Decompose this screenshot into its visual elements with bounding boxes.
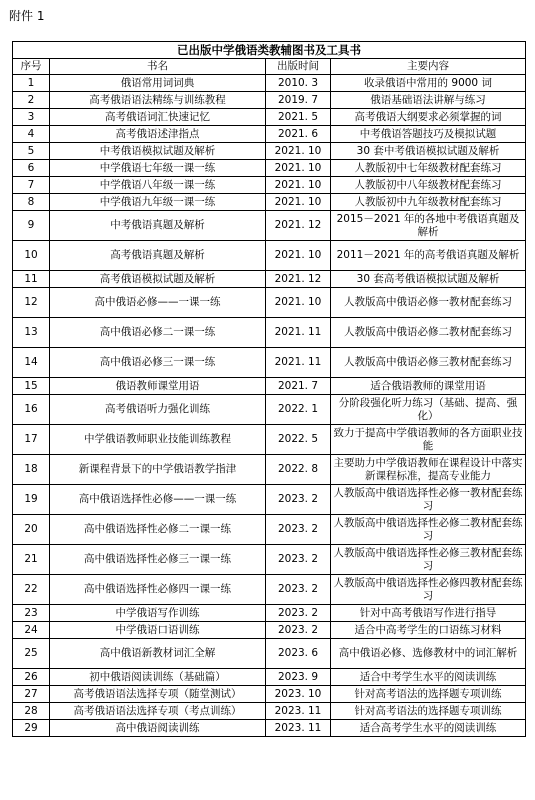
publish-date: 2022. 5 [266, 425, 331, 455]
table-row [13, 669, 526, 686]
main-content: 2015－2021 年的各地中考俄语真题及解析 [331, 211, 526, 241]
table-row [13, 485, 526, 515]
table-row [13, 639, 526, 669]
main-content: 适合俄语教师的课堂用语 [331, 378, 526, 395]
table-row [13, 126, 526, 143]
book-name: 高中俄语选择性必修四一课一练 [50, 575, 266, 605]
attachment-label: 附件 1 [9, 9, 45, 23]
publish-date: 2021. 12 [266, 271, 331, 288]
main-content: 2011－2021 年的高考俄语真题及解析 [331, 241, 526, 271]
publish-date: 2023. 2 [266, 485, 331, 515]
table-row [13, 194, 526, 211]
main-content: 中考俄语答题技巧及模拟试题 [331, 126, 526, 143]
main-content: 30 套高考俄语模拟试题及解析 [331, 271, 526, 288]
main-content: 适合高考学生水平的阅读训练 [331, 720, 526, 737]
main-content: 致力于提高中学俄语教师的各方面职业技能 [331, 425, 526, 455]
row-number: 2 [13, 92, 50, 109]
main-content: 人教版初中七年级教材配套练习 [331, 160, 526, 177]
table-row [13, 271, 526, 288]
book-name: 中学俄语教师职业技能训练教程 [50, 425, 266, 455]
publish-date: 2021. 10 [266, 288, 331, 318]
table-row [13, 177, 526, 194]
table-row [13, 455, 526, 485]
publish-date: 2022. 1 [266, 395, 331, 425]
main-content: 针对高考语法的选择题专项训练 [331, 686, 526, 703]
book-name: 高中俄语阅读训练 [50, 720, 266, 737]
row-number: 8 [13, 194, 50, 211]
table-row [13, 703, 526, 720]
book-name: 高考俄语真题及解析 [50, 241, 266, 271]
book-name: 新课程背景下的中学俄语教学指津 [50, 455, 266, 485]
publish-date: 2021. 7 [266, 378, 331, 395]
table-row [13, 75, 526, 92]
main-content: 针对中高考俄语写作进行指导 [331, 605, 526, 622]
header-no: 序号 [13, 59, 50, 75]
main-content: 俄语基础语法讲解与练习 [331, 92, 526, 109]
row-number: 5 [13, 143, 50, 160]
publish-date: 2021. 11 [266, 318, 331, 348]
publish-date: 2023. 11 [266, 720, 331, 737]
book-name: 中学俄语七年级一课一练 [50, 160, 266, 177]
table-row [13, 160, 526, 177]
main-content: 收录俄语中常用的 9000 词 [331, 75, 526, 92]
book-name: 俄语教师课堂用语 [50, 378, 266, 395]
header-name: 书名 [50, 59, 266, 75]
main-content: 主要助力中学俄语教师在课程设计中落实新课程标准，提高专业能力 [331, 455, 526, 485]
publish-date: 2021. 5 [266, 109, 331, 126]
main-content: 高中俄语必修、选修教材中的词汇解析 [331, 639, 526, 669]
book-name: 高中俄语必修二一课一练 [50, 318, 266, 348]
main-content: 人教版高中俄语必修三教材配套练习 [331, 348, 526, 378]
header-desc: 主要内容 [331, 59, 526, 75]
row-number: 24 [13, 622, 50, 639]
book-name: 高考俄语语法精练与训练教程 [50, 92, 266, 109]
row-number: 9 [13, 211, 50, 241]
main-content: 针对高考语法的选择题专项训练 [331, 703, 526, 720]
book-name: 高中俄语选择性必修——一课一练 [50, 485, 266, 515]
book-name: 中考俄语模拟试题及解析 [50, 143, 266, 160]
book-name: 高考俄语听力强化训练 [50, 395, 266, 425]
publish-date: 2019. 7 [266, 92, 331, 109]
book-name: 初中俄语阅读训练（基础篇） [50, 669, 266, 686]
main-content: 人教版高中俄语必修一教材配套练习 [331, 288, 526, 318]
book-name: 高中俄语新教材词汇全解 [50, 639, 266, 669]
row-number: 10 [13, 241, 50, 271]
publish-date: 2021. 11 [266, 348, 331, 378]
table-row [13, 378, 526, 395]
main-content: 适合中考学生水平的阅读训练 [331, 669, 526, 686]
table-row [13, 686, 526, 703]
publish-date: 2023. 2 [266, 515, 331, 545]
publish-date: 2021. 10 [266, 177, 331, 194]
row-number: 25 [13, 639, 50, 669]
row-number: 6 [13, 160, 50, 177]
row-number: 13 [13, 318, 50, 348]
row-number: 23 [13, 605, 50, 622]
publish-date: 2021. 12 [266, 211, 331, 241]
row-number: 11 [13, 271, 50, 288]
row-number: 3 [13, 109, 50, 126]
publish-date: 2023. 11 [266, 703, 331, 720]
publish-date: 2022. 8 [266, 455, 331, 485]
row-number: 16 [13, 395, 50, 425]
main-content: 适合中高考学生的口语练习材料 [331, 622, 526, 639]
publish-date: 2023. 6 [266, 639, 331, 669]
book-name: 高中俄语选择性必修三一课一练 [50, 545, 266, 575]
book-name: 高考俄语语法选择专项（随堂测试） [50, 686, 266, 703]
publish-date: 2010. 3 [266, 75, 331, 92]
row-number: 28 [13, 703, 50, 720]
table-row [13, 575, 526, 605]
row-number: 12 [13, 288, 50, 318]
row-number: 4 [13, 126, 50, 143]
publish-date: 2023. 9 [266, 669, 331, 686]
header-row [13, 59, 526, 75]
publish-date: 2021. 10 [266, 241, 331, 271]
main-content: 人教版高中俄语选择性必修三教材配套练习 [331, 545, 526, 575]
main-content: 人教版高中俄语必修二教材配套练习 [331, 318, 526, 348]
book-name: 高考俄语模拟试题及解析 [50, 271, 266, 288]
table-row [13, 211, 526, 241]
book-name: 高考俄语语法选择专项（考点训练） [50, 703, 266, 720]
main-content: 人教版高中俄语选择性必修四教材配套练习 [331, 575, 526, 605]
row-number: 17 [13, 425, 50, 455]
book-name: 高中俄语选择性必修二一课一练 [50, 515, 266, 545]
table-row [13, 425, 526, 455]
publish-date: 2023. 2 [266, 545, 331, 575]
book-name: 中考俄语真题及解析 [50, 211, 266, 241]
table-row [13, 288, 526, 318]
publish-date: 2021. 6 [266, 126, 331, 143]
book-name: 中学俄语八年级一课一练 [50, 177, 266, 194]
book-name: 中学俄语写作训练 [50, 605, 266, 622]
row-number: 29 [13, 720, 50, 737]
book-name: 中学俄语九年级一课一练 [50, 194, 266, 211]
row-number: 15 [13, 378, 50, 395]
main-content: 人教版初中九年级教材配套练习 [331, 194, 526, 211]
publish-date: 2023. 2 [266, 575, 331, 605]
main-content: 人教版高中俄语选择性必修一教材配套练习 [331, 485, 526, 515]
table-row [13, 109, 526, 126]
row-number: 14 [13, 348, 50, 378]
table-row [13, 143, 526, 160]
book-name: 高考俄语述津指点 [50, 126, 266, 143]
row-number: 27 [13, 686, 50, 703]
header-date: 出版时间 [266, 59, 331, 75]
main-content: 30 套中考俄语模拟试题及解析 [331, 143, 526, 160]
table-row [13, 622, 526, 639]
main-content: 高考俄语大纲要求必须掌握的词 [331, 109, 526, 126]
publish-date: 2021. 10 [266, 160, 331, 177]
publish-date: 2021. 10 [266, 143, 331, 160]
row-number: 18 [13, 455, 50, 485]
books-table [12, 41, 526, 737]
publish-date: 2023. 2 [266, 622, 331, 639]
publish-date: 2021. 10 [266, 194, 331, 211]
row-number: 26 [13, 669, 50, 686]
table-row [13, 318, 526, 348]
table-row [13, 241, 526, 271]
table-row [13, 515, 526, 545]
row-number: 7 [13, 177, 50, 194]
book-name: 高考俄语词汇快速记忆 [50, 109, 266, 126]
row-number: 22 [13, 575, 50, 605]
book-name: 高中俄语必修——一课一练 [50, 288, 266, 318]
row-number: 19 [13, 485, 50, 515]
publish-date: 2023. 10 [266, 686, 331, 703]
table-row [13, 348, 526, 378]
table-row [13, 92, 526, 109]
row-number: 21 [13, 545, 50, 575]
table-row [13, 545, 526, 575]
table-title: 已出版中学俄语类教辅图书及工具书 [13, 42, 526, 59]
publish-date: 2023. 2 [266, 605, 331, 622]
book-name: 高中俄语必修三一课一练 [50, 348, 266, 378]
book-name: 俄语常用词词典 [50, 75, 266, 92]
table-row [13, 395, 526, 425]
main-content: 人教版初中八年级教材配套练习 [331, 177, 526, 194]
table-row [13, 605, 526, 622]
row-number: 1 [13, 75, 50, 92]
table-row [13, 720, 526, 737]
main-content: 人教版高中俄语选择性必修二教材配套练习 [331, 515, 526, 545]
main-content: 分阶段强化听力练习（基础、提高、强化） [331, 395, 526, 425]
book-name: 中学俄语口语训练 [50, 622, 266, 639]
row-number: 20 [13, 515, 50, 545]
